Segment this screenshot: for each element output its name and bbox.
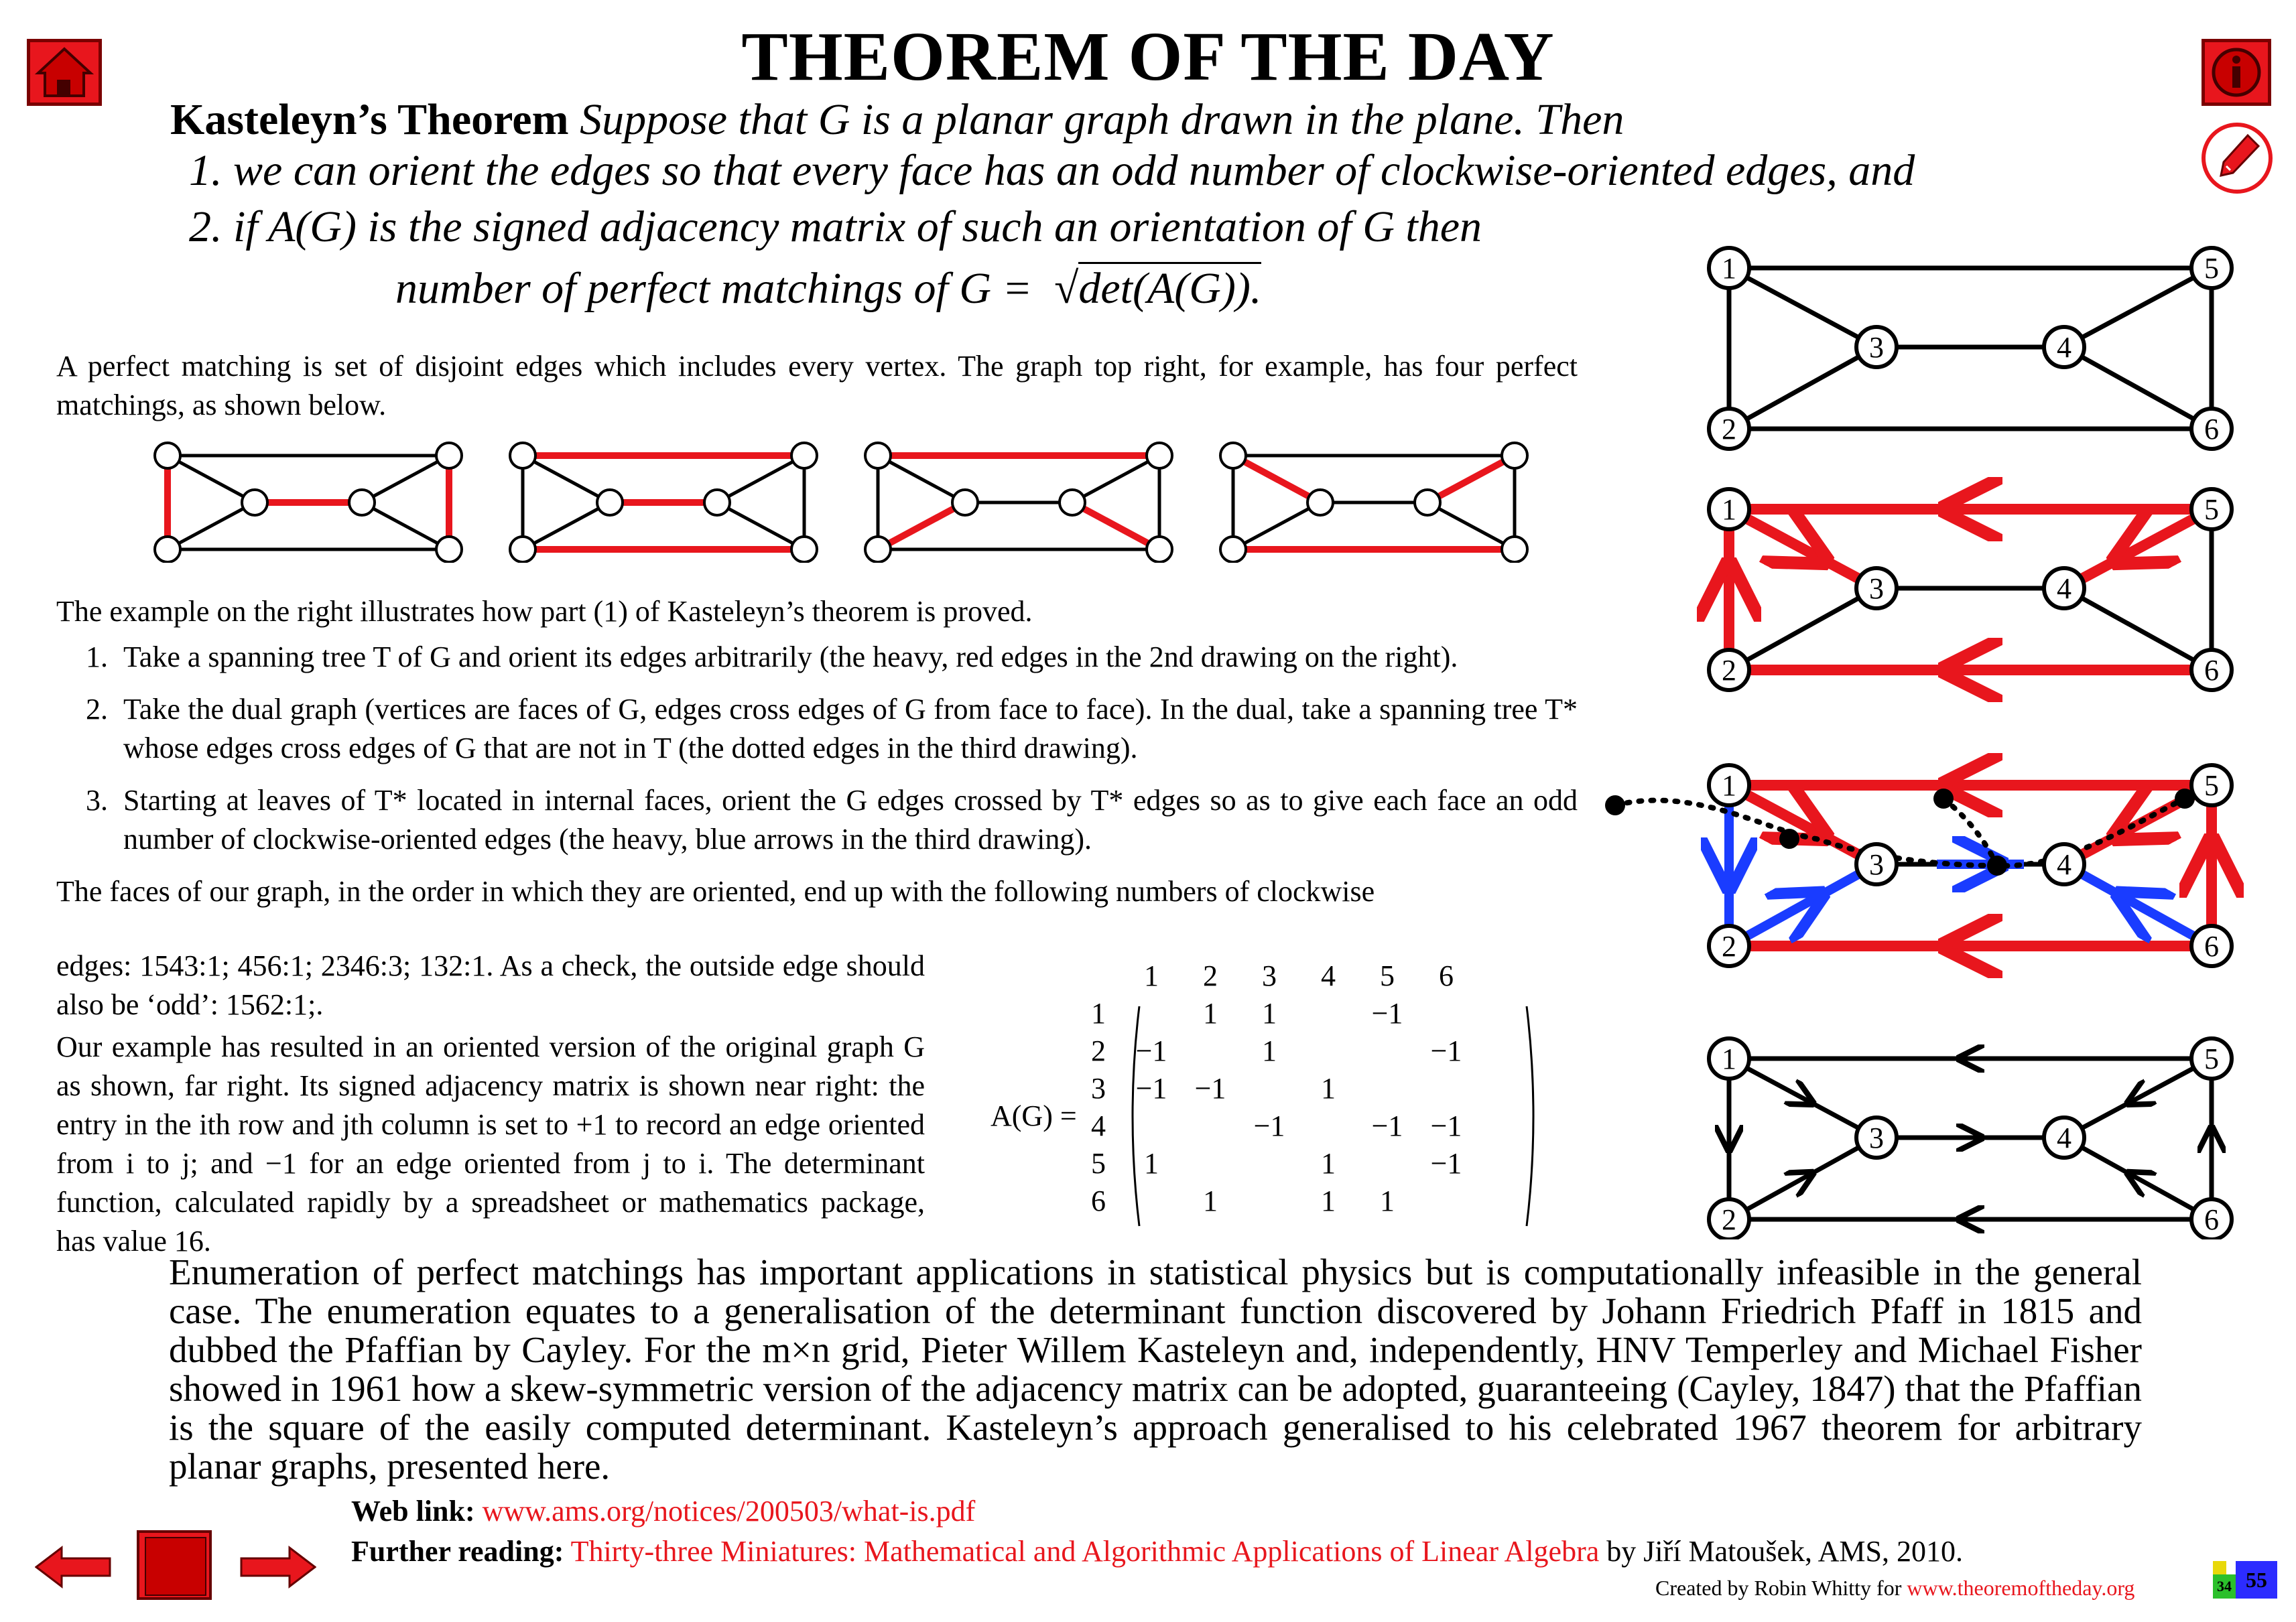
vertex-label: 6 xyxy=(2204,413,2219,446)
further-reading-link[interactable]: Thirty-three Miniatures: Mathematical and Algorithmic Applications of Linear Algebra xyxy=(570,1535,1600,1568)
graph-edge xyxy=(717,456,804,502)
matrix-cell: 1 xyxy=(1203,996,1218,1030)
matrix-cell: −1 xyxy=(1253,1109,1285,1142)
example-text: Our example has resulted in an oriented version of the original graph G as shown, far right. Its signed adjacency matrix is shown near right: the entry in the ith row and jth column is set to +1 to record an edge oriented from i to j; and −1 for an edge oriented from j to i. The determinant function, calculated rapidly by a spreadsheet or mathematics package, has value 16. xyxy=(56,1030,925,1258)
matching-drawing xyxy=(155,443,462,562)
further-reading-label: Further reading: xyxy=(351,1535,564,1568)
matrix-cell: 1 xyxy=(1144,1146,1159,1180)
statement-intro: Suppose that G is a planar graph drawn in the plane. Then xyxy=(580,95,1624,144)
logo xyxy=(137,1530,212,1600)
pencil-icon xyxy=(2199,121,2275,196)
graph-oriented xyxy=(1709,1038,2232,1239)
counter-main: 55 xyxy=(2236,1561,2277,1599)
vertex-label: 2 xyxy=(1722,654,1736,687)
graph-vertex xyxy=(155,537,180,562)
matrix-cell: 1 xyxy=(1321,1071,1336,1105)
vertex-label: 5 xyxy=(2204,252,2219,285)
graph-vertex xyxy=(1147,443,1172,468)
graph-vertex xyxy=(865,537,891,562)
graph-edge xyxy=(1729,588,1876,670)
vertex-label: 1 xyxy=(1722,493,1736,526)
oriented-edge xyxy=(1729,1059,1876,1138)
proof-step: 1. Take a spanning tree T of G and orient its edges arbitrarily (the heavy, red edges in the 2nd drawing on the right). xyxy=(86,640,1458,673)
intro-text: A perfect matching is set of disjoint edges which includes every vertex. The graph top right, for example, has four perfect matchings, as shown below. xyxy=(56,350,1578,421)
graph-edge xyxy=(362,456,449,502)
dual-vertex xyxy=(1933,789,1954,809)
matching-edge xyxy=(878,502,965,549)
matrix-cell: 1 xyxy=(1262,996,1277,1030)
further-reading-rest: by Jiří Matoušek, AMS, 2010. xyxy=(1599,1535,1963,1568)
graph-dual-tree xyxy=(1605,765,2232,966)
graph-vertex xyxy=(510,443,535,468)
matrix-brackets xyxy=(1126,1002,1541,1230)
oriented-edge xyxy=(2064,1138,2212,1219)
matrix-cell: −1 xyxy=(1371,1109,1403,1142)
graph-spanning-tree xyxy=(1709,489,2232,690)
vertex-label: 1 xyxy=(1722,1042,1736,1075)
graph-edge xyxy=(362,502,449,549)
matrix-row: 6 1 1 1 xyxy=(1075,1182,1476,1219)
theorem-name: Kasteleyn’s Theorem xyxy=(170,95,569,144)
credit-link[interactable]: www.theoremoftheday.org xyxy=(1907,1576,2135,1600)
dual-tree-path xyxy=(1615,799,2185,866)
dual-vertex xyxy=(1779,829,1799,849)
vertex-label: 5 xyxy=(2204,493,2219,526)
proof-section xyxy=(56,592,1578,911)
matrix-row: 2 −1 1 −1 xyxy=(1075,1032,1476,1069)
vertex-label: 2 xyxy=(1722,1203,1736,1236)
matrix-cell: −1 xyxy=(1430,1109,1462,1142)
graph-plain xyxy=(1709,248,2232,449)
graph-vertex xyxy=(704,490,730,515)
graph-edge xyxy=(1729,347,1876,429)
graph-vertex xyxy=(1147,537,1172,562)
counter-badge xyxy=(2213,1561,2277,1599)
faces-rest: edges: 1543:1; 456:1; 2346:3; 132:1. As a check, the outside edge should also be ‘odd’: 1562:1;. xyxy=(56,949,925,1021)
matrix-cell: 1 xyxy=(1203,1184,1218,1217)
matrix-row: 5 1 1 −1 xyxy=(1075,1144,1476,1182)
sqrt-symbol: √ xyxy=(1043,264,1079,313)
graph-edge xyxy=(1729,268,1876,347)
graph-edge xyxy=(2064,347,2212,429)
blue-arrow xyxy=(2064,864,2212,946)
matching-edge xyxy=(1233,456,1320,502)
graph-vertex xyxy=(510,537,535,562)
oriented-edge xyxy=(2064,1059,2212,1138)
matrix-cell: −1 xyxy=(1135,1071,1167,1105)
matching-edge xyxy=(1072,502,1159,549)
vertex-label: 3 xyxy=(1869,1122,1884,1154)
graph-edge xyxy=(168,502,255,549)
graph-edge xyxy=(1427,502,1515,549)
graph-vertex xyxy=(791,537,817,562)
matching-drawing xyxy=(510,443,817,562)
matrix-row: 4 −1 −1 −1 xyxy=(1075,1107,1476,1144)
vertex-label: 3 xyxy=(1869,848,1884,881)
matrix-cell: 1 xyxy=(1262,1034,1277,1067)
graph-vertex xyxy=(1220,443,1246,468)
dual-tree-path xyxy=(1943,799,1997,866)
matrix-cell: 1 xyxy=(1321,1146,1336,1180)
tree-edge xyxy=(2064,509,2212,588)
matchings-figure xyxy=(141,429,1535,563)
graph-vertex xyxy=(1415,490,1440,515)
history-paragraph: Enumeration of perfect matchings has important applications in statistical physics but is computationally infeasible in the general case. The enumeration equates to a generalisation of the determinant function discovered by Johann Friedrich Pfaff in 1815 and dubbed the Pfaffian by Cayley. For the m×n grid, Pieter Willem Kasteleyn and, independently, HNV Temperley and Michael Fisher showed in 1961 how a skew-symmetric version of the adjacency matrix can be adopted, guaranteeing (Cayley, 1847) that the Pfaffian is the square of the easily computed determinant. Kasteleyn’s approach generalised to his celebrated 1967 theorem for arbitrary planar graphs, presented here. xyxy=(169,1252,2142,1487)
graph-vertex xyxy=(597,490,623,515)
vertex-label: 6 xyxy=(2204,930,2219,963)
graph-vertex xyxy=(1502,443,1527,468)
web-link[interactable]: www.ams.org/notices/200503/what-is.pdf xyxy=(482,1495,976,1528)
matrix-cell: 1 xyxy=(1321,1184,1336,1217)
vertex-label: 5 xyxy=(2204,769,2219,802)
matrix-cell: −1 xyxy=(1135,1034,1167,1067)
graph-edge xyxy=(1072,456,1159,502)
matrix-cell: −1 xyxy=(1371,996,1403,1030)
vertex-label: 3 xyxy=(1869,331,1884,364)
graph-vertex xyxy=(436,443,462,468)
matrix-cell: −1 xyxy=(1430,1034,1462,1067)
proof-steps xyxy=(56,638,1578,859)
graph-vertex xyxy=(1220,537,1246,562)
matrix-row: 1 1 1 −1 xyxy=(1075,994,1476,1032)
matching-drawing xyxy=(1220,443,1527,562)
graph-vertex xyxy=(791,443,817,468)
further-reading-line xyxy=(351,1532,1963,1572)
matrix-cell: −1 xyxy=(1430,1146,1462,1180)
vertex-label: 6 xyxy=(2204,654,2219,687)
prev-arrow-button[interactable] xyxy=(35,1545,113,1589)
proof-step: 3. Starting at leaves of T* located in internal faces, orient the G edges crossed by T* edges so as to give each face an odd number of clockwise-oriented edges (the heavy, blue arrows in the third drawing). xyxy=(86,784,1578,856)
matrix-cell: −1 xyxy=(1194,1071,1226,1105)
graph-edge xyxy=(717,502,804,549)
vertex-label: 2 xyxy=(1722,930,1736,963)
credit-line xyxy=(1655,1576,2134,1601)
graph-vertex xyxy=(952,490,978,515)
graph-edge xyxy=(523,456,610,502)
vertex-label: 3 xyxy=(1869,572,1884,605)
adjacency-matrix: 1 2 3 4 5 6 1 1 1 −1 2 −1 1 −1 3 −1 −1 1 4 −1 −1 −1 5 1 1 −1 6 1 1 1 xyxy=(1075,957,1476,1219)
graph-edge xyxy=(2064,268,2212,347)
graph-vertex xyxy=(1060,490,1085,515)
web-link-label: Web link: xyxy=(351,1495,475,1528)
vertex-label: 2 xyxy=(1722,413,1736,446)
formula-lhs: number of perfect matchings of G = xyxy=(395,264,1033,313)
formula xyxy=(395,263,1261,315)
proof-step: 2. Take the dual graph (vertices are faces of G, edges cross edges of G from face to face). In the dual, take a spanning tree T* whose edges cross edges of G that are not in T (the dotted edges in the third drawing). xyxy=(86,693,1578,764)
matching-drawing xyxy=(865,443,1172,562)
tree-edge xyxy=(1729,785,1876,864)
graph-edge xyxy=(1233,502,1320,549)
graph-vertex xyxy=(1308,490,1333,515)
graph-drawings xyxy=(1595,234,2265,1239)
theorem-statement-line xyxy=(170,94,1624,146)
statement-item-1: 1. we can orient the edges so that every face has an odd number of clockwise-oriented edges, and xyxy=(189,146,1915,195)
dual-vertex xyxy=(1605,795,1625,815)
matrix-cell: 1 xyxy=(1380,1184,1395,1217)
comment-button[interactable] xyxy=(2199,121,2275,196)
oriented-edge xyxy=(1729,1138,1876,1219)
graph-vertex xyxy=(1502,537,1527,562)
graph-vertex xyxy=(349,490,375,515)
matrix-row: 3 −1 −1 1 xyxy=(1075,1069,1476,1107)
faces-line: The faces of our graph, in the order in which they are oriented, end up with the following numbers of clockwise xyxy=(56,875,1375,908)
matching-edge xyxy=(1427,456,1515,502)
graph-edge xyxy=(168,456,255,502)
credit-text: Created by Robin Whitty for xyxy=(1655,1576,1902,1600)
vertex-label: 1 xyxy=(1722,252,1736,285)
vertex-label: 5 xyxy=(2204,1042,2219,1075)
tree-edge xyxy=(1729,509,1876,588)
graph-vertex xyxy=(242,490,267,515)
vertex-label: 4 xyxy=(2057,1122,2071,1154)
formula-rhs: det(A(G)). xyxy=(1078,262,1261,313)
graph-edge xyxy=(2064,588,2212,670)
vertex-label: 4 xyxy=(2057,848,2071,881)
graph-edge xyxy=(878,456,965,502)
proof-lead: The example on the right illustrates how part (1) of Kasteleyn’s theorem is proved. xyxy=(56,595,1033,628)
vertex-label: 4 xyxy=(2057,331,2071,364)
blue-arrow xyxy=(1729,864,1876,946)
page-title: THEOREM OF THE DAY xyxy=(741,18,1555,95)
vertex-label: 4 xyxy=(2057,572,2071,605)
graph-edge xyxy=(523,502,610,549)
next-arrow-button[interactable] xyxy=(239,1545,316,1589)
web-link-line xyxy=(351,1491,975,1532)
matrix-label: A(G) = xyxy=(991,1099,1077,1132)
dual-vertex xyxy=(1987,856,2007,876)
graph-vertex xyxy=(155,443,180,468)
vertex-label: 1 xyxy=(1722,769,1736,802)
counter-small: 34 xyxy=(2213,1574,2236,1599)
graph-vertex xyxy=(436,537,462,562)
statement-item-2: 2. if A(G) is the signed adjacency matrix of such an orientation of G then xyxy=(189,202,1482,251)
graph-vertex xyxy=(865,443,891,468)
vertex-label: 6 xyxy=(2204,1203,2219,1236)
